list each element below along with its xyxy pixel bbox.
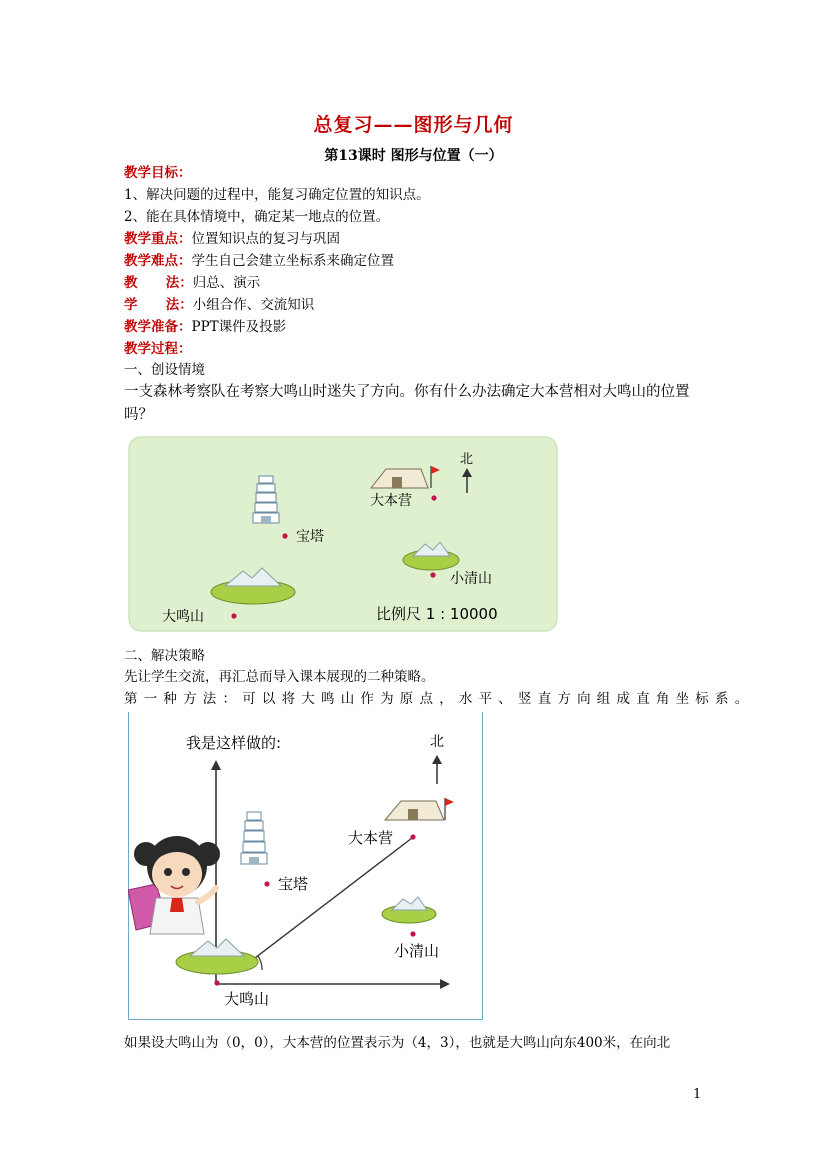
key-point bbox=[124, 229, 340, 250]
small-mountain-dot-2 bbox=[410, 931, 415, 936]
camp-label: 大本营 bbox=[370, 493, 412, 509]
pagoda-label-2: 宝塔 bbox=[278, 875, 309, 893]
scale-label: 比例尺 1 : 10000 bbox=[376, 605, 498, 623]
big-mountain-icon-2 bbox=[176, 939, 258, 974]
preparation bbox=[124, 317, 286, 338]
paragraph-4: 如果设大鸣山为（0，0），大本营的位置表示为（4，3），也就是大鸣山向东400米，在向北 bbox=[124, 1035, 671, 1051]
paragraph-3: 第一种方法：可以将大鸣山作为原点，水平、竖直方向组成直角坐标系。 bbox=[124, 691, 755, 707]
paragraph-1-line-2: 吗？ bbox=[124, 407, 153, 423]
angle-arc bbox=[258, 956, 262, 970]
learning-method bbox=[124, 295, 314, 316]
small-mountain-label: 小清山 bbox=[450, 571, 492, 587]
learning-method-text: 小组合作、交流知识 bbox=[192, 297, 315, 313]
pagoda-dot bbox=[282, 533, 287, 538]
camp-tent-icon-2 bbox=[385, 798, 454, 820]
girl-illustration bbox=[128, 836, 220, 934]
north-arrow-icon-2 bbox=[432, 755, 442, 784]
difficulty-point bbox=[124, 251, 394, 272]
teaching-method-text: 归总、演示 bbox=[192, 275, 261, 291]
small-mountain-label-2: 小清山 bbox=[394, 942, 440, 960]
camp-dot-2 bbox=[410, 834, 415, 839]
north-label-2: 北 bbox=[430, 734, 444, 750]
page-number: 1 bbox=[693, 1087, 702, 1102]
learning-method-label: 学 法： bbox=[124, 297, 193, 313]
north-label: 北 bbox=[460, 452, 474, 467]
section-2-heading: 二、解决策略 bbox=[124, 648, 205, 664]
big-mountain-label-2: 大鸣山 bbox=[224, 990, 270, 1008]
coordinate-figure bbox=[128, 712, 488, 1022]
teaching-method bbox=[124, 273, 260, 294]
section-1-heading: 一、创设情境 bbox=[124, 362, 205, 378]
key-point-label: 教学重点： bbox=[124, 231, 192, 247]
paragraph-1-line-1: 一支森林考察队在考察大鸣山时迷失了方向。你有什么办法确定大本营相对大鸣山的位置 bbox=[124, 384, 690, 400]
pagoda-icon-2 bbox=[241, 812, 267, 864]
teaching-method-label: 教 法： bbox=[124, 275, 193, 291]
big-mountain-label: 大鸣山 bbox=[162, 609, 204, 625]
camp-label-2: 大本营 bbox=[348, 829, 394, 847]
paragraph-2: 先让学生交流，再汇总而导入课本展现的二种策略。 bbox=[124, 669, 435, 685]
big-mountain-dot-2 bbox=[214, 980, 219, 985]
small-mountain-icon-2 bbox=[382, 897, 436, 923]
page-title: 总复习——图形与几何 bbox=[313, 114, 514, 136]
difficulty-text: 学生自己会建立坐标系来确定位置 bbox=[191, 253, 394, 269]
big-mountain-dot bbox=[231, 613, 236, 618]
goal-2: 2、能在具体情境中，确定某一地点的位置。 bbox=[124, 209, 390, 225]
map-figure-1 bbox=[128, 436, 558, 632]
pagoda-dot-2 bbox=[264, 881, 269, 886]
difficulty-label: 教学难点： bbox=[124, 253, 192, 269]
process-heading: 教学过程： bbox=[124, 341, 192, 357]
lesson-subtitle: 第13课时 图形与位置（一） bbox=[324, 148, 503, 164]
small-mountain-dot bbox=[430, 572, 435, 577]
key-point-text: 位置知识点的复习与巩固 bbox=[191, 231, 340, 247]
preparation-label: 教学准备： bbox=[124, 319, 192, 335]
pagoda-label: 宝塔 bbox=[296, 529, 324, 545]
goal-1: 1、解决问题的过程中，能复习确定位置的知识点。 bbox=[124, 187, 430, 203]
goals-heading: 教学目标： bbox=[124, 165, 192, 181]
camp-dot bbox=[431, 495, 436, 500]
x-axis bbox=[216, 979, 450, 989]
preparation-text: PPT课件及投影 bbox=[191, 319, 287, 335]
speech-label: 我是这样做的: bbox=[186, 734, 282, 752]
